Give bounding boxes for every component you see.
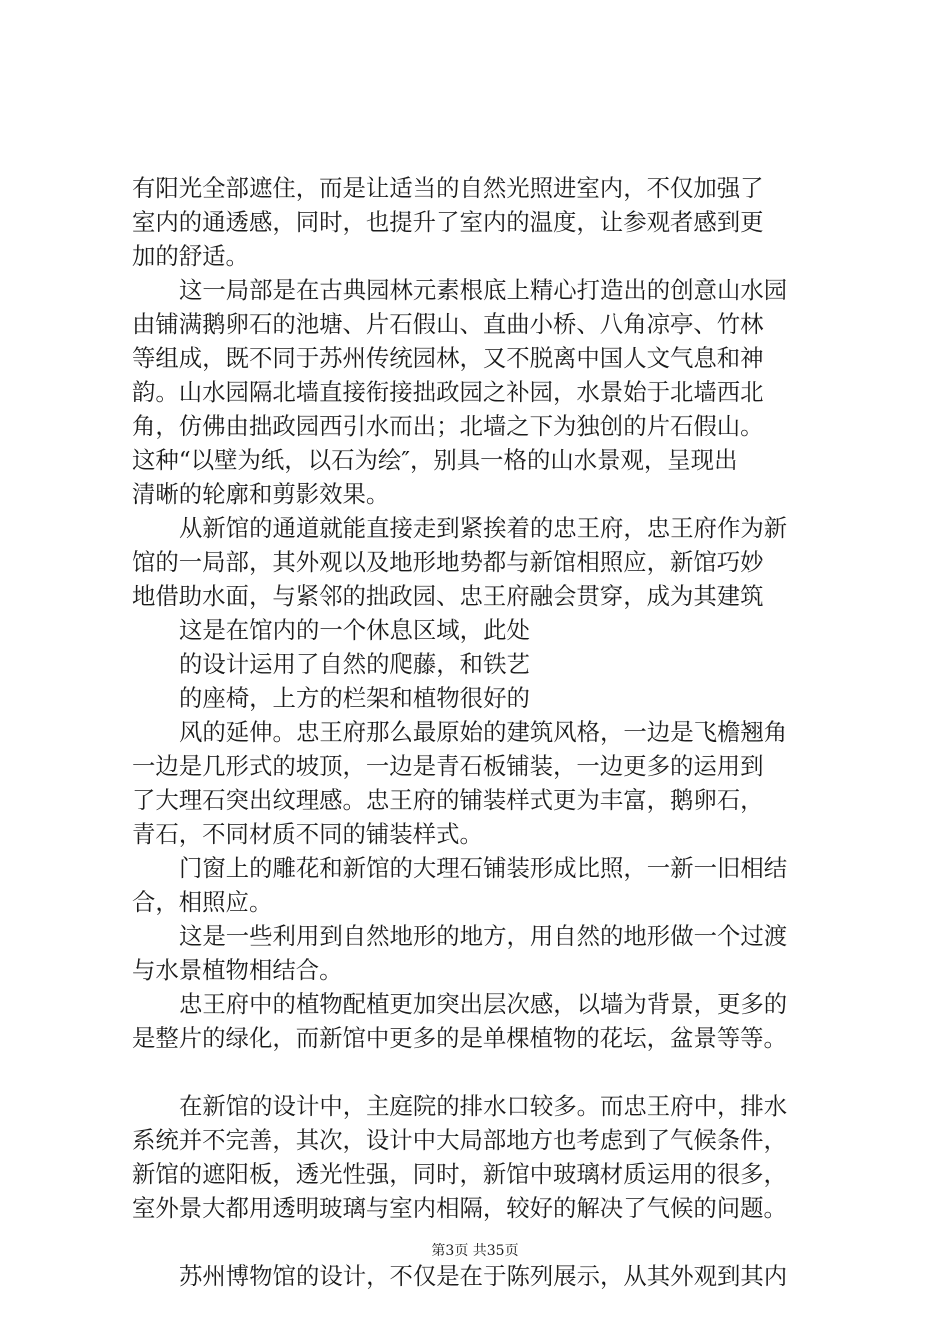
- text-line: 风的延伸。忠王府那么最原始的建筑风格，一边是飞檐翘角: [179, 718, 788, 746]
- text-line: 这种“以壁为纸，以石为绘″，别具一格的山水景观，呈现出: [132, 446, 738, 474]
- text-line: 的设计运用了自然的爬藤，和铁艺: [179, 650, 530, 678]
- text-line: 这是一些利用到自然地形的地方，用自然的地形做一个过渡: [179, 922, 788, 950]
- text-line: 等组成，既不同于苏州传统园林，又不脱离中国人文气息和神: [132, 344, 764, 372]
- text-line: 是整片的绿化，而新馆中更多的是单棵植物的花坛，盆景等等。: [132, 1024, 787, 1052]
- text-line: 室外景大都用透明玻璃与室内相隔，较好的解决了气候的问题。: [132, 1194, 787, 1222]
- text-line: 有阳光全部遮住，而是让适当的自然光照进室内，不仅加强了: [132, 174, 764, 202]
- text-line: 馆的一局部，其外观以及地形地势都与新馆相照应，新馆巧妙: [132, 548, 764, 576]
- text-line: 合，相照应。: [132, 888, 273, 916]
- text-line: 的座椅，上方的栏架和植物很好的: [179, 684, 530, 712]
- page-footer: [0, 1241, 950, 1261]
- text-line: 新馆的遮阳板，透光性强，同时，新馆中玻璃材质运用的很多，: [132, 1160, 787, 1188]
- text-line: 由铺满鹅卵石的池塘、片石假山、直曲小桥、八角凉亭、竹林: [132, 310, 764, 338]
- text-line: 系统并不完善，其次，设计中大局部地方也考虑到了气候条件，: [132, 1126, 787, 1154]
- text-line: 与水景植物相结合。: [132, 956, 343, 984]
- text-line: 加的舒适。: [132, 242, 249, 270]
- text-line: 韵。山水园隔北墙直接衔接拙政园之补园，水景始于北墙西北: [132, 378, 764, 406]
- text-line: 这一局部是在古典园林元素根底上精心打造出的创意山水园: [179, 276, 788, 304]
- paragraph-gap: [132, 1055, 842, 1089]
- text-line: 在新馆的设计中，主庭院的排水口较多。而忠王府中，排水: [179, 1092, 788, 1120]
- text-line: 这是在馆内的一个休息区域，此处: [179, 616, 530, 644]
- text-line: 忠王府中的植物配植更加突出层次感，以墙为背景，更多的: [179, 990, 788, 1018]
- text-line: 苏州博物馆的设计，不仅是在于陈列展示，从其外观到其内: [179, 1262, 788, 1290]
- text-line: 青石，不同材质不同的铺装样式。: [132, 820, 483, 848]
- text-line: 了大理石突出纹理感。忠王府的铺装样式更为丰富，鹅卵石，: [132, 786, 764, 814]
- text-line: 室内的通透感，同时，也提升了室内的温度，让参观者感到更: [132, 208, 764, 236]
- text-line: 清晰的轮廓和剪影效果。: [132, 480, 390, 508]
- page-number-label: 第3页 共35页: [431, 1243, 519, 1259]
- text-line: 角，仿佛由拙政园西引水而出；北墙之下为独创的片石假山。: [132, 412, 764, 440]
- text-line: 门窗上的雕花和新馆的大理石铺装形成比照，一新一旧相结: [179, 854, 788, 882]
- text-line: 从新馆的通道就能直接走到紧挨着的忠王府，忠王府作为新: [179, 514, 788, 542]
- text-line: 地借助水面，与紧邻的拙政园、忠王府融会贯穿，成为其建筑: [132, 582, 764, 610]
- document-body: [132, 171, 842, 1293]
- text-line: 一边是几形式的坡顶，一边是青石板铺装，一边更多的运用到: [132, 752, 764, 780]
